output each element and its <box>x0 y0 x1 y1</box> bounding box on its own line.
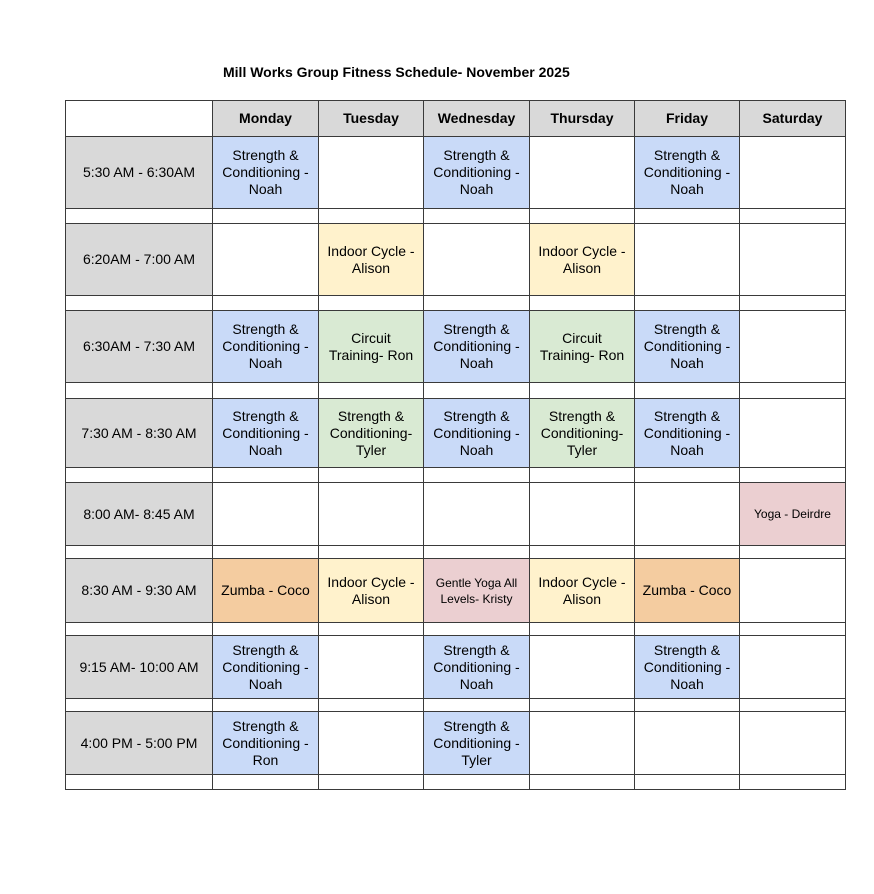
spacer-row <box>66 623 846 636</box>
spacer-cell <box>319 546 424 559</box>
empty-cell-thursday <box>530 636 635 699</box>
class-cell-tuesday: Strength & Conditioning- Tyler <box>319 399 424 468</box>
spacer-cell <box>213 775 319 790</box>
class-cell-wednesday: Gentle Yoga All Levels- Kristy <box>424 559 530 623</box>
day-header-tuesday: Tuesday <box>319 101 424 137</box>
empty-cell-saturday <box>740 559 846 623</box>
spacer-cell <box>635 546 740 559</box>
spacer-cell <box>213 296 319 311</box>
time-slot-label: 5:30 AM - 6:30AM <box>66 137 213 209</box>
spacer-cell <box>424 775 530 790</box>
schedule-table <box>65 100 846 790</box>
class-cell-friday: Strength & Conditioning - Noah <box>635 399 740 468</box>
spacer-cell <box>424 383 530 399</box>
empty-cell-saturday <box>740 399 846 468</box>
spacer-cell <box>213 209 319 224</box>
spacer-cell <box>424 699 530 712</box>
class-cell-monday: Strength & Conditioning - Noah <box>213 137 319 209</box>
class-cell-friday: Strength & Conditioning - Noah <box>635 636 740 699</box>
class-cell-wednesday: Strength & Conditioning - Noah <box>424 311 530 383</box>
spacer-cell <box>740 383 846 399</box>
empty-cell-saturday <box>740 636 846 699</box>
day-header-friday: Friday <box>635 101 740 137</box>
spacer-cell <box>530 468 635 483</box>
class-cell-saturday: Yoga - Deirdre <box>740 483 846 546</box>
spacer-row <box>66 209 846 224</box>
empty-cell-wednesday <box>424 483 530 546</box>
spacer-cell <box>740 775 846 790</box>
spacer-cell <box>213 699 319 712</box>
spacer-cell <box>530 209 635 224</box>
spacer-cell <box>740 546 846 559</box>
class-cell-tuesday: Circuit Training- Ron <box>319 311 424 383</box>
empty-cell-tuesday <box>319 712 424 775</box>
time-slot-row <box>66 311 846 383</box>
class-cell-monday: Strength & Conditioning - Noah <box>213 636 319 699</box>
class-cell-monday: Strength & Conditioning - Noah <box>213 311 319 383</box>
time-slot-label: 7:30 AM - 8:30 AM <box>66 399 213 468</box>
spacer-cell <box>635 468 740 483</box>
time-slot-label: 8:00 AM- 8:45 AM <box>66 483 213 546</box>
spacer-cell <box>530 623 635 636</box>
empty-cell-thursday <box>530 483 635 546</box>
day-header-saturday: Saturday <box>740 101 846 137</box>
spacer-cell <box>635 623 740 636</box>
class-cell-wednesday: Strength & Conditioning - Noah <box>424 636 530 699</box>
time-slot-row <box>66 483 846 546</box>
spacer-cell <box>66 468 213 483</box>
spacer-cell <box>530 775 635 790</box>
spacer-cell <box>319 383 424 399</box>
corner-cell <box>66 101 213 137</box>
spacer-cell <box>66 775 213 790</box>
time-slot-row <box>66 712 846 775</box>
spacer-row <box>66 775 846 790</box>
class-cell-thursday: Indoor Cycle - Alison <box>530 224 635 296</box>
empty-cell-thursday <box>530 137 635 209</box>
day-header-monday: Monday <box>213 101 319 137</box>
spacer-cell <box>213 468 319 483</box>
class-cell-wednesday: Strength & Conditioning - Tyler <box>424 712 530 775</box>
class-cell-tuesday: Indoor Cycle - Alison <box>319 559 424 623</box>
class-cell-tuesday: Indoor Cycle - Alison <box>319 224 424 296</box>
spacer-row <box>66 383 846 399</box>
spacer-cell <box>740 209 846 224</box>
spacer-row <box>66 296 846 311</box>
spacer-row <box>66 468 846 483</box>
spacer-cell <box>319 623 424 636</box>
spacer-row <box>66 699 846 712</box>
spacer-cell <box>66 699 213 712</box>
spacer-row <box>66 546 846 559</box>
spacer-cell <box>635 775 740 790</box>
empty-cell-tuesday <box>319 483 424 546</box>
spacer-cell <box>213 383 319 399</box>
empty-cell-friday <box>635 224 740 296</box>
empty-cell-saturday <box>740 224 846 296</box>
time-slot-label: 6:20AM - 7:00 AM <box>66 224 213 296</box>
spacer-cell <box>319 209 424 224</box>
class-cell-friday: Zumba - Coco <box>635 559 740 623</box>
class-cell-thursday: Circuit Training- Ron <box>530 311 635 383</box>
spacer-cell <box>66 623 213 636</box>
empty-cell-tuesday <box>319 636 424 699</box>
time-slot-row <box>66 559 846 623</box>
spacer-cell <box>530 383 635 399</box>
empty-cell-tuesday <box>319 137 424 209</box>
spacer-cell <box>635 699 740 712</box>
time-slot-label: 9:15 AM- 10:00 AM <box>66 636 213 699</box>
spacer-cell <box>66 546 213 559</box>
spacer-cell <box>740 623 846 636</box>
header-row <box>66 101 846 137</box>
spacer-cell <box>530 546 635 559</box>
empty-cell-wednesday <box>424 224 530 296</box>
spacer-cell <box>424 209 530 224</box>
class-cell-monday: Strength & Conditioning - Ron <box>213 712 319 775</box>
class-cell-monday: Strength & Conditioning - Noah <box>213 399 319 468</box>
day-header-wednesday: Wednesday <box>424 101 530 137</box>
spacer-cell <box>740 296 846 311</box>
spacer-cell <box>319 468 424 483</box>
spacer-cell <box>530 296 635 311</box>
spacer-cell <box>424 468 530 483</box>
spacer-cell <box>66 296 213 311</box>
page-title: Mill Works Group Fitness Schedule- November 2025 <box>223 64 570 80</box>
time-slot-label: 8:30 AM - 9:30 AM <box>66 559 213 623</box>
day-header-thursday: Thursday <box>530 101 635 137</box>
spacer-cell <box>635 209 740 224</box>
empty-cell-monday <box>213 483 319 546</box>
empty-cell-saturday <box>740 137 846 209</box>
time-slot-row <box>66 636 846 699</box>
spacer-cell <box>424 546 530 559</box>
class-cell-wednesday: Strength & Conditioning - Noah <box>424 399 530 468</box>
spacer-cell <box>213 546 319 559</box>
spacer-cell <box>66 209 213 224</box>
class-cell-friday: Strength & Conditioning - Noah <box>635 137 740 209</box>
spacer-cell <box>213 623 319 636</box>
spacer-cell <box>740 699 846 712</box>
spacer-cell <box>740 468 846 483</box>
time-slot-row <box>66 137 846 209</box>
time-slot-row <box>66 399 846 468</box>
time-slot-label: 6:30AM - 7:30 AM <box>66 311 213 383</box>
class-cell-monday: Zumba - Coco <box>213 559 319 623</box>
class-cell-thursday: Strength & Conditioning- Tyler <box>530 399 635 468</box>
class-cell-wednesday: Strength & Conditioning - Noah <box>424 137 530 209</box>
spacer-cell <box>635 383 740 399</box>
spacer-cell <box>424 623 530 636</box>
empty-cell-monday <box>213 224 319 296</box>
spacer-cell <box>319 699 424 712</box>
spacer-cell <box>66 383 213 399</box>
empty-cell-friday <box>635 712 740 775</box>
spacer-cell <box>424 296 530 311</box>
time-slot-label: 4:00 PM - 5:00 PM <box>66 712 213 775</box>
spacer-cell <box>319 296 424 311</box>
empty-cell-friday <box>635 483 740 546</box>
spacer-cell <box>319 775 424 790</box>
class-cell-thursday: Indoor Cycle - Alison <box>530 559 635 623</box>
empty-cell-saturday <box>740 712 846 775</box>
empty-cell-thursday <box>530 712 635 775</box>
spacer-cell <box>635 296 740 311</box>
time-slot-row <box>66 224 846 296</box>
spacer-cell <box>530 699 635 712</box>
empty-cell-saturday <box>740 311 846 383</box>
class-cell-friday: Strength & Conditioning - Noah <box>635 311 740 383</box>
